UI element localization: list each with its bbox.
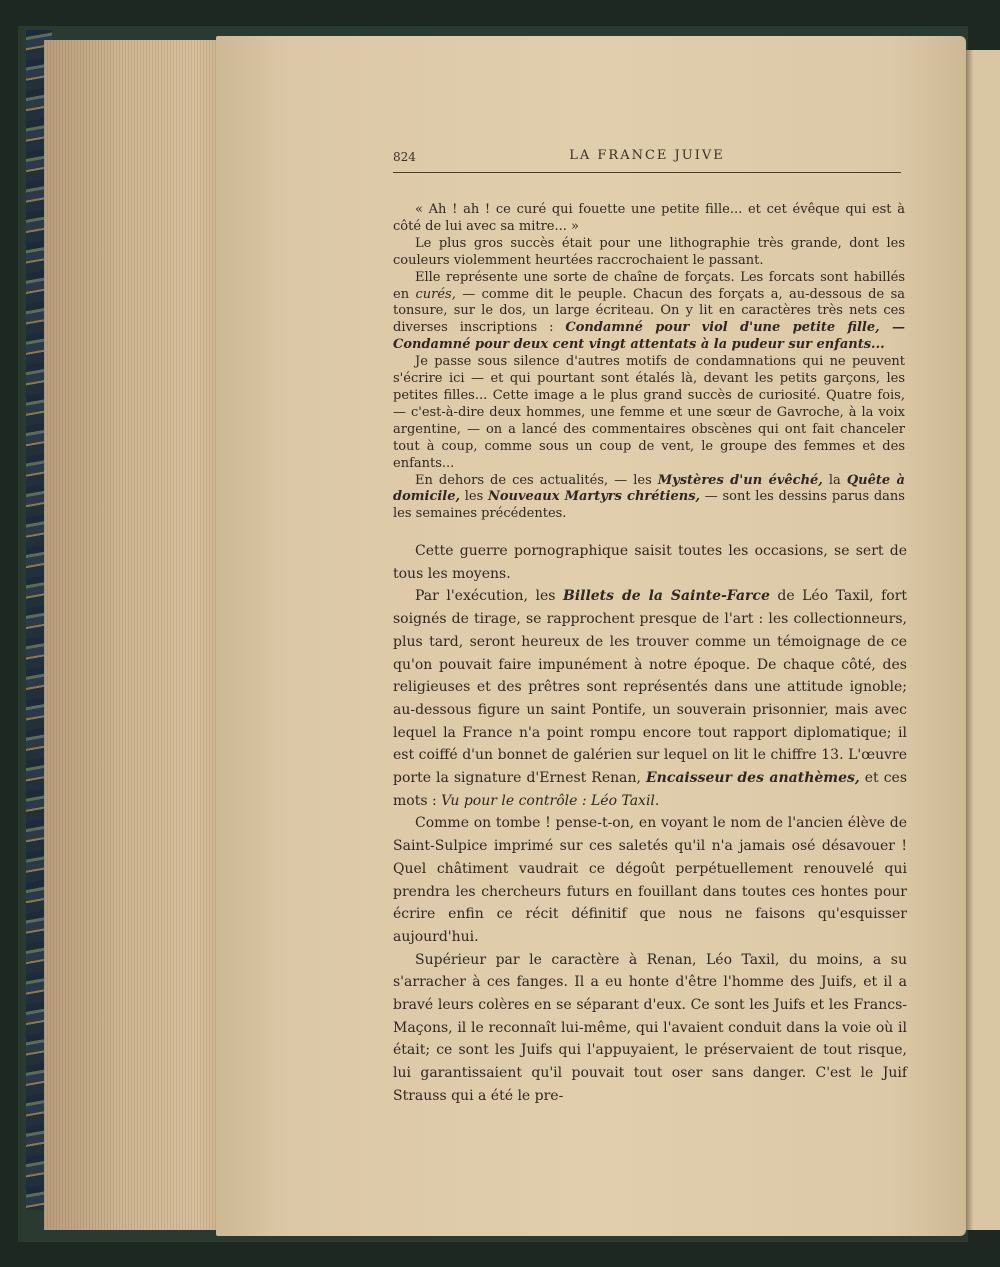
page-number: 824 [393, 150, 416, 164]
text-run: et ces mots : [393, 770, 908, 809]
quote-paragraph-3 [393, 270, 905, 355]
text-run: les [460, 489, 488, 505]
quote-paragraph-2: Le plus gros succès était pour une lithographie très grande, dont les couleurs violemment heurtées raccrochaient le passant. [393, 235, 905, 268]
text-run: de Léo Taxil, fort soignés de tirage, se rapprochent presque de l'art : les collectionneurs, plus tard, seront heureux de les trouver comme un témoignage de ce qu'on pouvait faire impunément à notre époque. De chaque côté, des religieuses et des prêtres sont représentés dans une attitude ignoble; au-dessous figure un saint Pontife, un souverain prisonnier, mais avec lequel la France n'a point rompu encore tout rapport diplomatique; il est coiffé d'un bonnet de galérien sur lequel on lit le chiffre 13. L'œuvre porte la signature d'Ernest Renan, [393, 588, 908, 787]
text-run: — sont les dessins parus dans les semaines précédentes. [393, 489, 905, 522]
text-run: — comme dit le peuple. Chacun des forçats a, au-dessous de sa tonsure, sur le dos, un large écriteau. On y lit en caractères très nets ces diverses inscriptions : [393, 286, 905, 336]
italic-run: Encaisseur des anathèmes, [645, 770, 860, 787]
quoted-passage [393, 202, 905, 523]
running-title: LA FRANCE JUIVE [569, 148, 725, 163]
body-paragraph-2 [393, 585, 907, 812]
text-run: En dehors de ces actualités, — les [415, 472, 658, 488]
facing-page-edge [962, 50, 1000, 1230]
quote-paragraph-4: Je passe sous silence d'autres motifs de condamnations qui ne peuvent s'écrire ici — et qui pourtant sont étalés là, devant les petits garçons, les petites filles... Cette image a le plus grand succès de curiosité. Quatre fois, — c'est-à-dire deux hommes, une femme et une sœur de Gavroche, à la voix argentine, — on a lancé des commentaires obscènes qui ont fait chanceler tout à coup, comme sous un coup de vent, le groupe des femmes et des enfants... [393, 354, 905, 471]
quote-paragraph-5 [393, 473, 905, 524]
text-run: Elle représente une sorte de chaîne de forçats. Les forcats sont habillés en [393, 269, 905, 302]
body-paragraph-1: Cette guerre pornographique saisit toutes les occasions, se sert de tous les moyens. [393, 543, 907, 582]
text-run: Par l'exécution, les [415, 588, 563, 605]
italic-run: Mystères d'un évêché, [657, 472, 823, 488]
italic-run: Billets de la Sainte-Farce [562, 588, 770, 605]
page-stack-edge [44, 40, 234, 1230]
italic-run: Nouveaux Martyrs chrétiens, [488, 489, 701, 505]
italic-run: Vu pour le contrôle : Léo Taxil. [441, 792, 660, 809]
italic-run: Quête à domicile, [393, 472, 905, 505]
quote-paragraph-1: « Ah ! ah ! ce curé qui fouette une petite fille... et cet évêque qui est à côté de lui avec sa mitre... » [393, 202, 905, 234]
page-header [393, 148, 901, 173]
body-paragraph-4: Supérieur par le caractère à Renan, Léo Taxil, du moins, a su s'arracher à ces fanges. Il a eu honte d'être l'homme des Juifs, et il a bravé leurs colères en se séparant d'eux. Ce sont les Juifs et les Francs-Maçons, il le reconnaît lui-même, qui l'avaient conduit dans la voie où il était; ce sont les Juifs qui l'appuyaient, le préservaient de tout risque, lui garantissaient qu'il pouvait tout oser sans danger. C'est le Juif Strauss qui a été le pre- [393, 951, 907, 1104]
main-text [393, 540, 907, 1108]
italic-run: Condamné pour viol d'une petite fille, — Condamné pour deux cent vingt attentats à la pudeur sur enfants... [393, 320, 905, 353]
body-paragraph-3: Comme on tombe ! pense-t-on, en voyant le nom de l'ancien élève de Saint-Sulpice imprimé sur ces saletés qu'il n'a jamais osé désavouer ! Quel châtiment vaudrait ce dégoût perpétuellement renouvelé qui prendra les chercheurs futurs en fouillant dans toutes ces hontes pour écrire enfin ce récit définitif que nous ne faisons qu'esquisser aujourd'hui. [393, 815, 907, 945]
text-run: la [822, 472, 847, 488]
italic-run: curés, [415, 286, 456, 302]
